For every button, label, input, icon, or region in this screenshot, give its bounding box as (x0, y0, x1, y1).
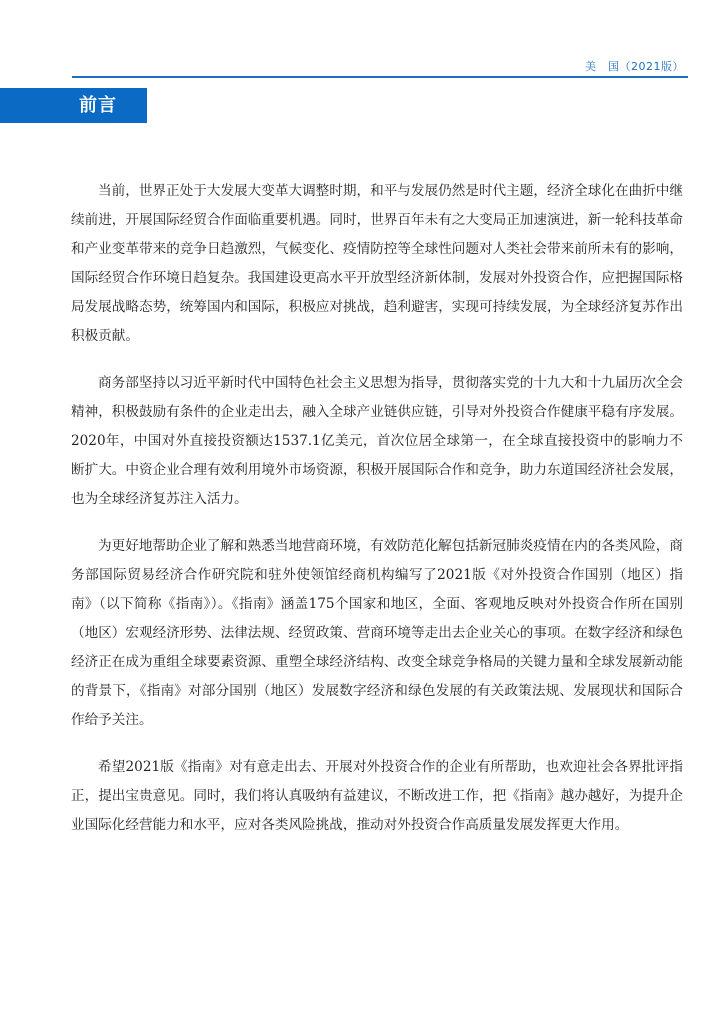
paragraph: 商务部坚持以习近平新时代中国特色社会主义思想为指导，贯彻落实党的十九大和十九届历次全会精神，积极鼓励有条件的企业走出去，融入全球产业链供应链，引导对外投资合作健康平稳有序发展。2020年，中国对外直接投资额达1537.1亿美元，首次位居全球第一，在全球直接投资中的影响力不断扩大。中资企业合理有效利用境外市场资源，积极开展国际合作和竞争，助力东道国经济社会发展，也为全球经济复苏注入活力。 (71, 375, 683, 507)
section-title: 前言 (0, 88, 147, 123)
running-header: 美 国（2021版） (585, 60, 684, 73)
header-rule (72, 76, 688, 78)
paragraph: 当前，世界正处于大发展大变革大调整时期，和平与发展仍然是时代主题，经济全球化在曲折中继续前进，开展国际经贸合作面临重要机遇。同时，世界百年未有之大变局正加速演进，新一轮科技革命和产业变革带来的竞争日趋激烈，气候变化、疫情防控等全球性问题对人类社会带来前所未有的影响，国际经贸合作环境日趋复杂。我国建设更高水平开放型经济新体制，发展对外投资合作，应把握国际格局发展战略态势，统筹国内和国际，积极应对挑战，趋利避害，实现可持续发展，为全球经济复苏作出积极贡献。 (71, 183, 683, 344)
preface-body (71, 177, 683, 858)
paragraph: 希望2021版《指南》对有意走出去、开展对外投资合作的企业有所帮助，也欢迎社会各界批评指正，提出宝贵意见。同时，我们将认真吸纳有益建议，不断改进工作，把《指南》越办越好，为提升企业国际化经营能力和水平，应对各类风险挑战，推动对外投资合作高质量发展发挥更大作用。 (71, 759, 683, 833)
paragraph: 为更好地帮助企业了解和熟悉当地营商环境，有效防范化解包括新冠肺炎疫情在内的各类风险，商务部国际贸易经济合作研究院和驻外使领馆经商机构编写了2021版《对外投资合作国别（地区）指南》（以下简称《指南》）。《指南》涵盖175个国家和地区，全面、客观地反映对外投资合作所在国别（地区）宏观经济形势、法律法规、经贸政策、营商环境等走出去企业关心的事项。在数字经济和绿色经济正在成为重组全球要素资源、重塑全球经济结构、改变全球竞争格局的关键力量和全球发展新动能的背景下，《指南》对部分国别（地区）发展数字经济和绿色发展的有关政策法规、发展现状和国际合作给予关注。 (71, 538, 683, 728)
